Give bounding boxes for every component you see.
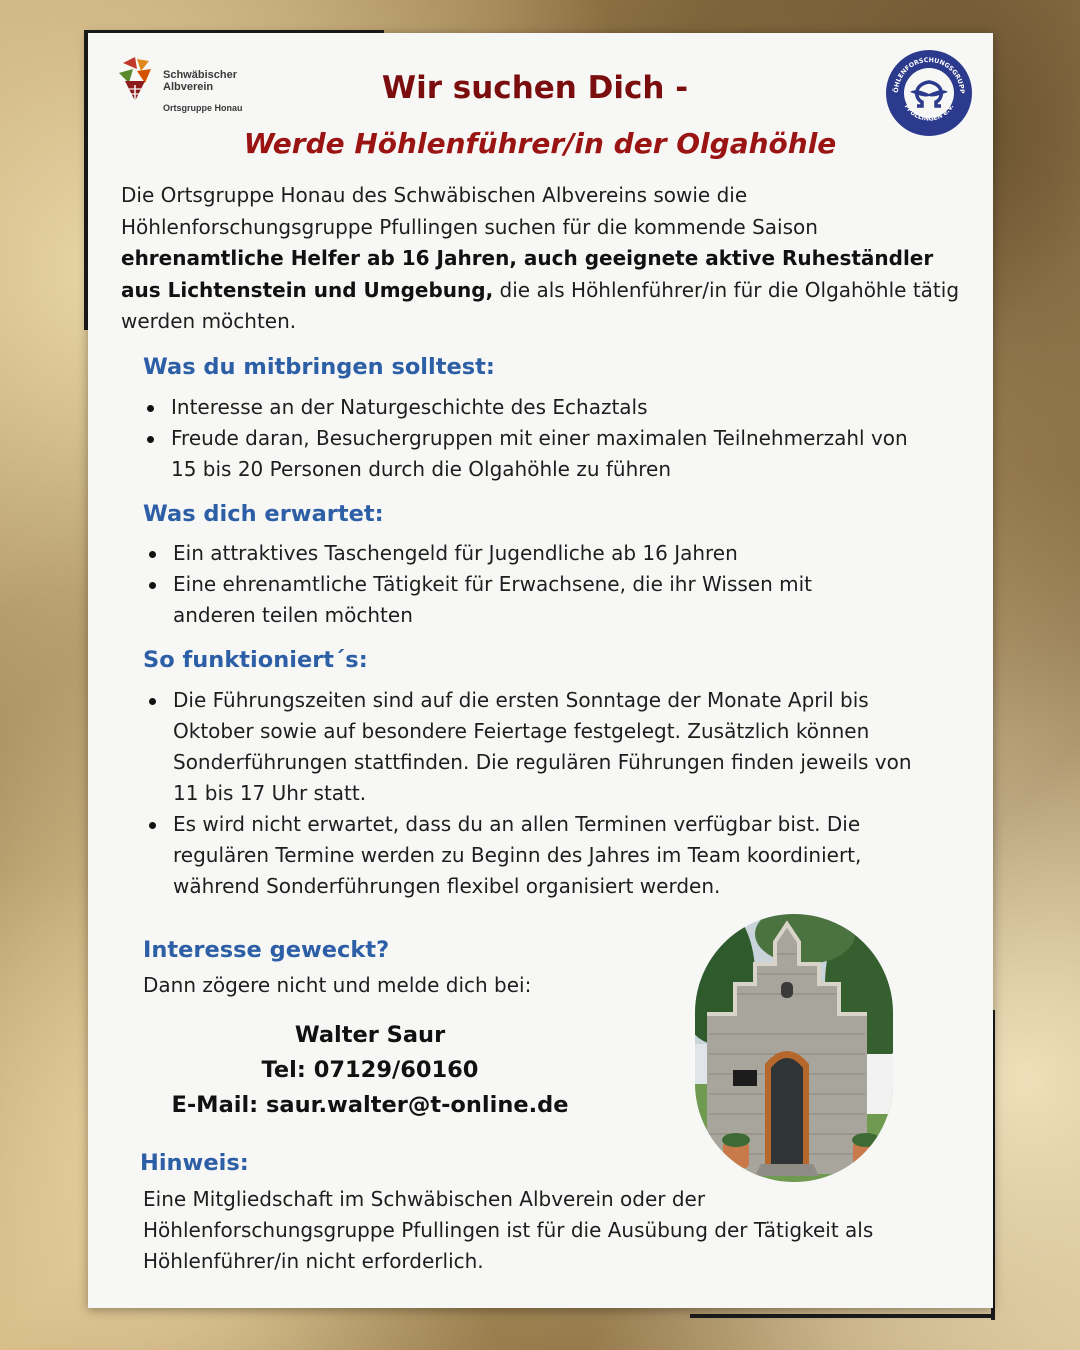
contact-block xyxy=(150,1018,590,1123)
intro-text-1: Die Ortsgruppe Honau des Schwäbischen Albvereins sowie die Höhlenforschungsgruppe Pfullingen suchen für die kommende Saison xyxy=(121,183,818,239)
section-heading-requirements: Was du mitbringen solltest: xyxy=(143,354,495,380)
how-it-works-list xyxy=(145,685,935,902)
requirements-list xyxy=(143,392,933,485)
section-heading-expectations: Was dich erwartet: xyxy=(143,501,384,527)
list-item: Es wird nicht erwartet, dass du an allen Terminen verfügbar bist. Die regulären Termine werden zu Beginn des Jahres im Team koordiniert, während Sonderführungen flexibel organisiert werden. xyxy=(145,809,935,902)
main-title: Wir suchen Dich - xyxy=(381,70,689,106)
section-heading-interest: Interesse geweckt? xyxy=(143,937,390,963)
badge-ring-top: ÖHLENFORSCHUNGSGRUPP xyxy=(892,56,966,94)
contact-email[interactable]: E-Mail: saur.walter@t-online.de xyxy=(171,1092,569,1118)
logo-left-line1: Schwäbischer xyxy=(163,69,237,81)
intro-paragraph xyxy=(121,180,961,338)
intro-text-bold: ehrenamtliche Helfer ab 16 Jahren, auch geeignete aktive Ruheständler aus Lichtenstein und Umgebung, xyxy=(121,246,934,302)
expectations-list xyxy=(145,538,885,631)
contact-name: Walter Saur xyxy=(294,1022,446,1048)
contact-phone[interactable]: Tel: 07129/60160 xyxy=(261,1057,479,1083)
list-item: Interesse an der Naturgeschichte des Echaztals xyxy=(143,392,933,423)
sub-title: Werde Höhlenführer/in der Olgahöhle xyxy=(243,127,837,160)
logo-left-line2: Albverein xyxy=(163,81,214,93)
albverein-leaf-icon xyxy=(115,55,159,103)
list-item: Die Führungszeiten sind auf die ersten Sonntage der Monate April bis Oktober sowie auf besondere Feiertage festgelegt. Zusätzlich können Sonderführungen stattfinden. Die regulären Führungen finden jeweils von 11 bis 17 Uhr statt. xyxy=(145,685,935,809)
interest-text: Dann zögere nicht und melde dich bei: xyxy=(143,973,532,997)
list-item: Eine ehrenamtliche Tätigkeit für Erwachsene, die ihr Wissen mit anderen teilen möchten xyxy=(145,569,885,631)
frame-line-bottom xyxy=(690,1314,995,1318)
hfg-pfullingen-badge xyxy=(884,48,974,138)
section-heading-how-it-works: So funktioniert´s: xyxy=(143,647,368,673)
note-text: Eine Mitgliedschaft im Schwäbischen Albverein oder der Höhlenforschungsgruppe Pfullingen ist für die Ausübung der Tätigkeit als Höhlenführer/in nicht erforderlich. xyxy=(143,1187,874,1273)
list-item: Freude daran, Besuchergruppen mit einer maximalen Teilnehmerzahl von 15 bis 20 Personen durch die Olgahöhle zu führen xyxy=(143,423,933,485)
section-heading-note: Hinweis: xyxy=(140,1150,249,1176)
badge-ring-bottom: PFULLINGEN e.V. xyxy=(902,103,956,123)
intro-text-2: die als Höhlenführer/in für die Olgahöhle tätig werden möchten. xyxy=(121,277,960,333)
list-item: Ein attraktives Taschengeld für Jugendliche ab 16 Jahren xyxy=(145,538,885,569)
chapel-photo xyxy=(695,914,893,1182)
logo-left-subtitle: Ortsgruppe Honau xyxy=(163,103,243,113)
